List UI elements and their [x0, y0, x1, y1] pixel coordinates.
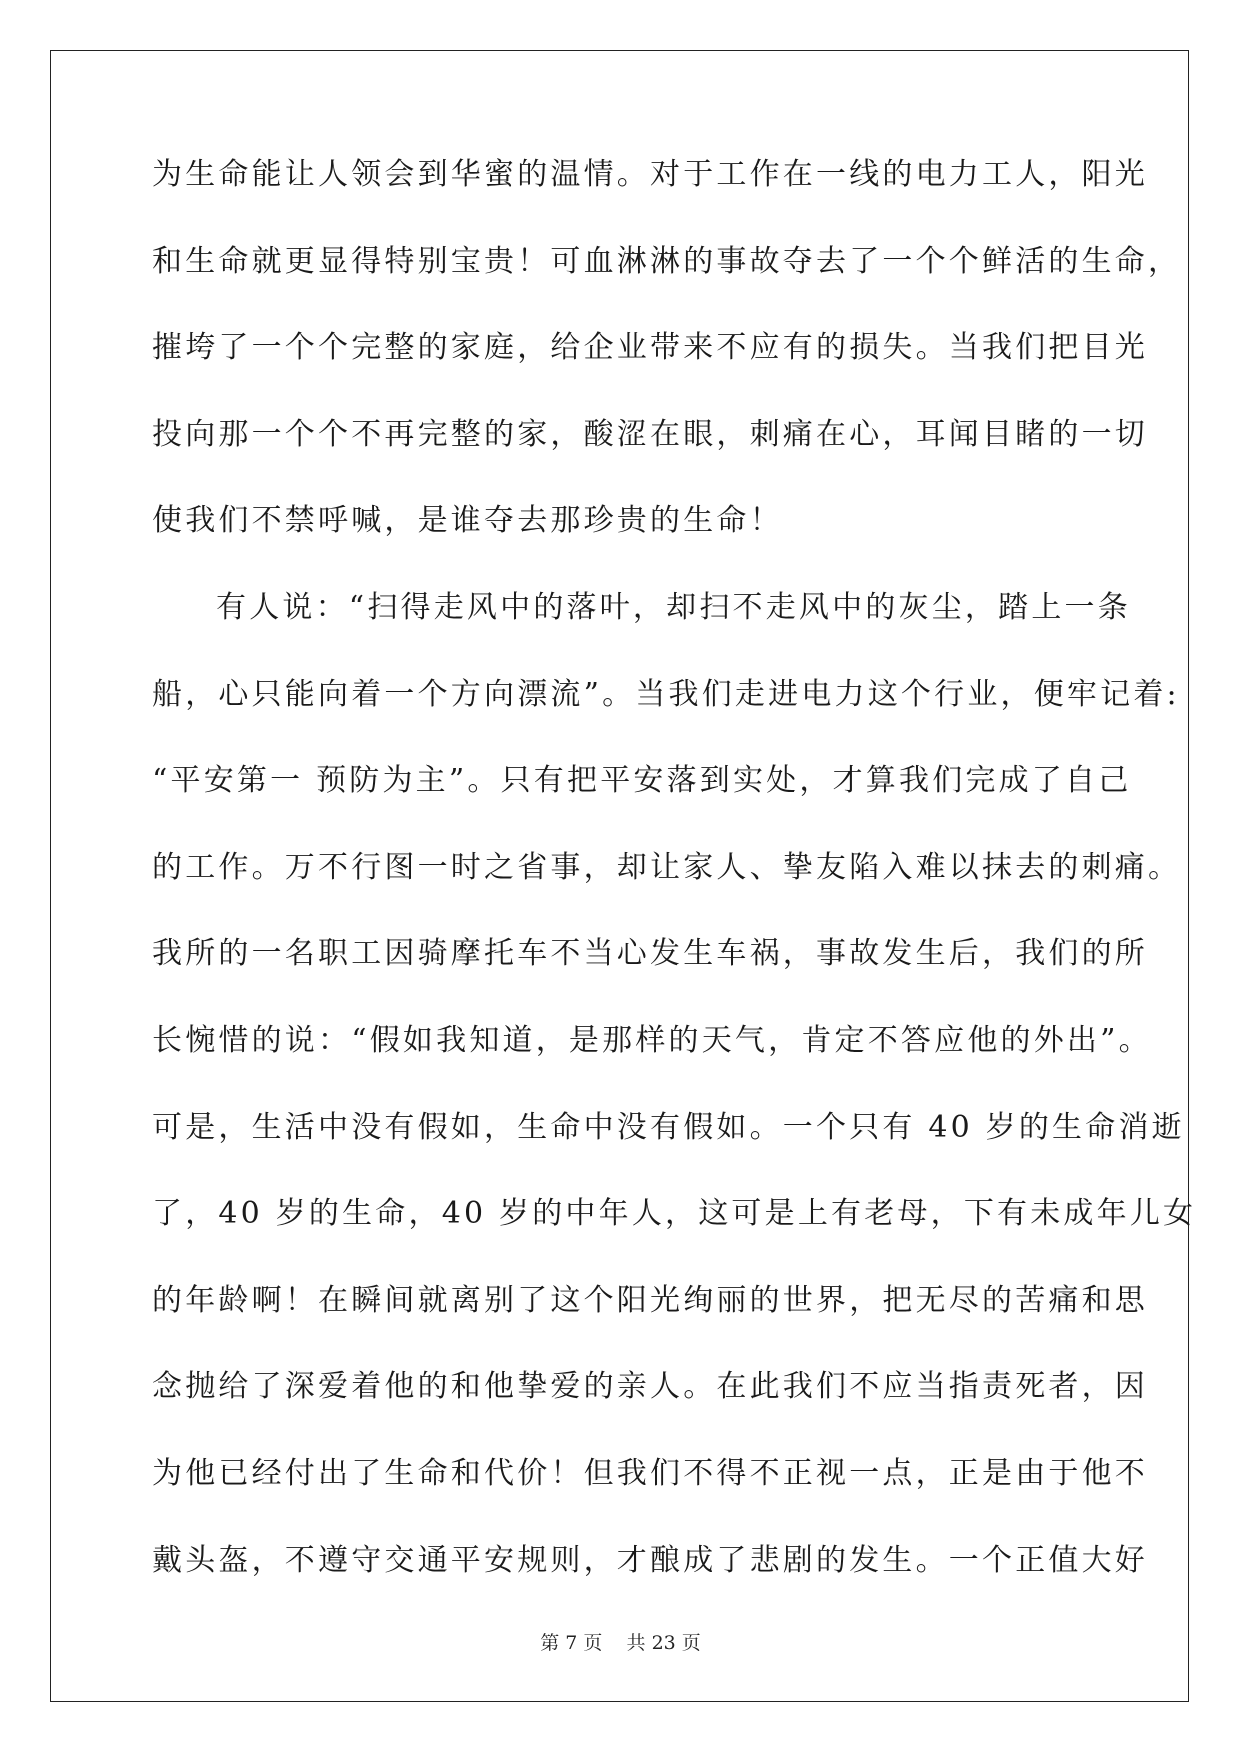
text-line: 为生命能让人领会到华蜜的温情。对于工作在一线的电力工人，阳光: [152, 157, 1148, 192]
document-body: [152, 157, 1197, 1629]
text-line: 为他已经付出了生命和代价！但我们不得不正视一点，正是由于他不: [152, 1455, 1148, 1491]
text-line: 的工作。万不行图一时之省事，却让家人、挚友陷入难以抹去的刺痛。: [152, 849, 1182, 885]
text-line: 戴头盔，不遵守交通平安规则，才酿成了悲剧的发生。一个正值大好: [152, 1542, 1148, 1578]
page-number: 第 7 页: [540, 1632, 603, 1654]
text-line: 我所的一名职工因骑摩托车不当心发生车祸，事故发生后，我们的所: [152, 936, 1148, 972]
text-line: 投向那一个个不再完整的家，酸涩在眼，刺痛在心，耳闻目睹的一切: [152, 416, 1148, 452]
text-line: 长惋惜的说：“假如我知道，是那样的天气，肯定不答应他的外出”。: [152, 1022, 1152, 1058]
text-line: 船，心只能向着一个方向漂流”。当我们走进电力这个行业，便牢记着:: [152, 676, 1180, 712]
page-footer: [0, 1628, 1241, 1655]
text-line: 念抛给了深爱着他的和他挚爱的亲人。在此我们不应当指责死者，因: [152, 1369, 1148, 1405]
text-line: 摧垮了一个个完整的家庭，给企业带来不应有的损失。当我们把目光: [152, 330, 1148, 366]
text-line: “平安第一 预防为主”。只有把平安落到实处，才算我们完成了自己: [152, 763, 1132, 799]
paragraph-start-line: 有人说：“扫得走风中的落叶，却扫不走风中的灰尘，踏上一条: [216, 589, 1131, 625]
text-line: 使我们不禁呼喊，是谁夺去那珍贵的生命！: [152, 503, 783, 539]
text-line: 和生命就更显得特别宝贵！可血淋淋的事故夺去了一个个鲜活的生命，: [152, 243, 1182, 279]
text-line: 可是，生活中没有假如，生命中没有假如。一个只有 40 岁的生命消逝: [152, 1109, 1185, 1145]
text-line: 了，40 岁的生命，40 岁的中年人，这可是上有老母，下有未成年儿女: [152, 1196, 1197, 1232]
text-line: 的年龄啊！在瞬间就离别了这个阳光绚丽的世界，把无尽的苦痛和思: [152, 1282, 1148, 1318]
page-total: 共 23 页: [626, 1632, 701, 1654]
